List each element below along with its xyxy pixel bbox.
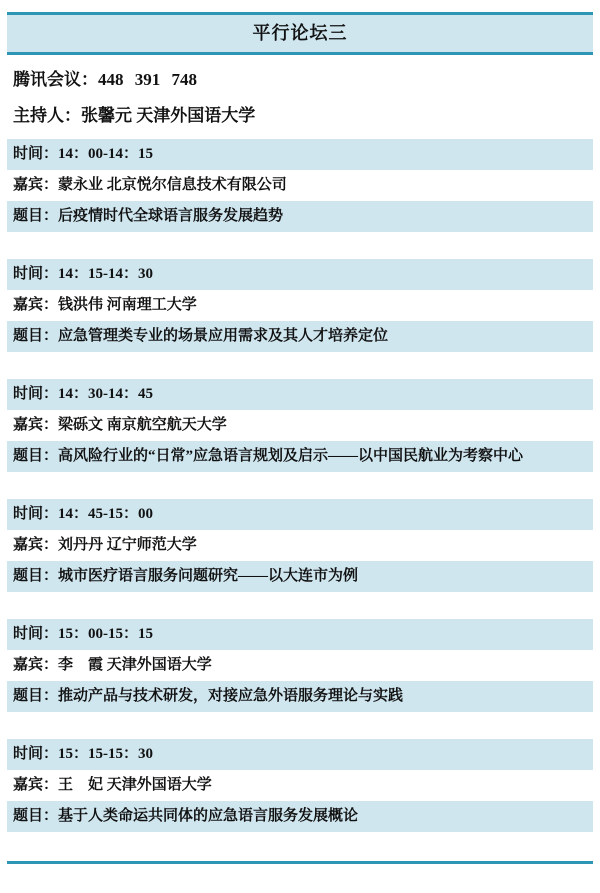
session-time-row (7, 259, 593, 290)
session-block (7, 499, 593, 592)
session-time-row (7, 619, 593, 650)
host-value: 张馨元 天津外国语大学 (81, 106, 256, 125)
session-topic-row (7, 681, 593, 712)
topic-value: 基于人类命运共同体的应急语言服务发展概论 (58, 808, 359, 824)
session-time-row (7, 739, 593, 770)
topic-label: 题目： (13, 568, 59, 584)
guest-label: 嘉宾： (13, 537, 59, 553)
session-topic-row (7, 201, 593, 232)
forum-title: 平行论坛三 (252, 23, 348, 43)
guest-label: 嘉宾： (13, 777, 59, 793)
session-topic-row (7, 321, 593, 352)
time-label: 时间： (13, 386, 59, 402)
session-guest-row (7, 530, 593, 561)
topic-value: 应急管理类专业的场景应用需求及其人才培养定位 (58, 328, 389, 344)
time-label: 时间： (13, 266, 59, 282)
session-block (7, 259, 593, 352)
session-topic-row (7, 801, 593, 832)
topic-value: 城市医疗语言服务问题研究——以大连市为例 (58, 568, 359, 584)
session-time-row (7, 499, 593, 530)
session-guest-row (7, 770, 593, 801)
time-label: 时间： (13, 146, 59, 162)
guest-label: 嘉宾： (13, 177, 59, 193)
meeting-id: 448 391 748 (98, 70, 197, 89)
topic-value: 推动产品与技术研发，对接应急外语服务理论与实践 (58, 688, 404, 704)
guest-value: 梁砾文 南京航空航天大学 (58, 417, 227, 433)
session-block (7, 379, 593, 472)
guest-label: 嘉宾： (13, 417, 59, 433)
guest-value: 刘丹丹 辽宁师范大学 (58, 537, 197, 553)
topic-value: 高风险行业的“日常”应急语言规划及启示——以中国民航业为考察中心 (58, 448, 524, 464)
session-block (7, 739, 593, 832)
host-label: 主持人： (13, 106, 81, 125)
time-label: 时间： (13, 506, 59, 522)
session-block (7, 139, 593, 232)
session-block (7, 619, 593, 712)
time-label: 时间： (13, 626, 59, 642)
topic-label: 题目： (13, 328, 59, 344)
session-guest-row (7, 410, 593, 441)
topic-value: 后疫情时代全球语言服务发展趋势 (58, 208, 284, 224)
time-value: 15：00-15：15 (58, 626, 154, 642)
topic-label: 题目： (13, 448, 59, 464)
guest-value: 钱洪伟 河南理工大学 (58, 297, 197, 313)
topic-label: 题目： (13, 808, 59, 824)
time-value: 14：45-15：00 (58, 506, 154, 522)
forum-header (7, 12, 593, 55)
guest-label: 嘉宾： (13, 657, 59, 673)
meeting-line (7, 69, 593, 90)
bottom-divider (7, 861, 593, 864)
session-topic-row (7, 561, 593, 592)
session-guest-row (7, 650, 593, 681)
time-value: 14：15-14：30 (58, 266, 154, 282)
session-list (0, 139, 600, 832)
topic-label: 题目： (13, 688, 59, 704)
guest-value: 蒙永业 北京悦尔信息技术有限公司 (58, 177, 287, 193)
time-value: 15：15-15：30 (58, 746, 154, 762)
guest-value: 王 妃 天津外国语大学 (58, 777, 212, 793)
guest-value: 李 霞 天津外国语大学 (58, 657, 212, 673)
guest-label: 嘉宾： (13, 297, 59, 313)
time-label: 时间： (13, 746, 59, 762)
session-time-row (7, 139, 593, 170)
session-guest-row (7, 170, 593, 201)
host-line (7, 105, 593, 126)
time-value: 14：00-14：15 (58, 146, 154, 162)
topic-label: 题目： (13, 208, 59, 224)
session-topic-row (7, 441, 593, 472)
session-time-row (7, 379, 593, 410)
session-guest-row (7, 290, 593, 321)
meeting-label: 腾讯会议： (13, 70, 98, 89)
time-value: 14：30-14：45 (58, 386, 154, 402)
schedule-page (0, 12, 600, 893)
